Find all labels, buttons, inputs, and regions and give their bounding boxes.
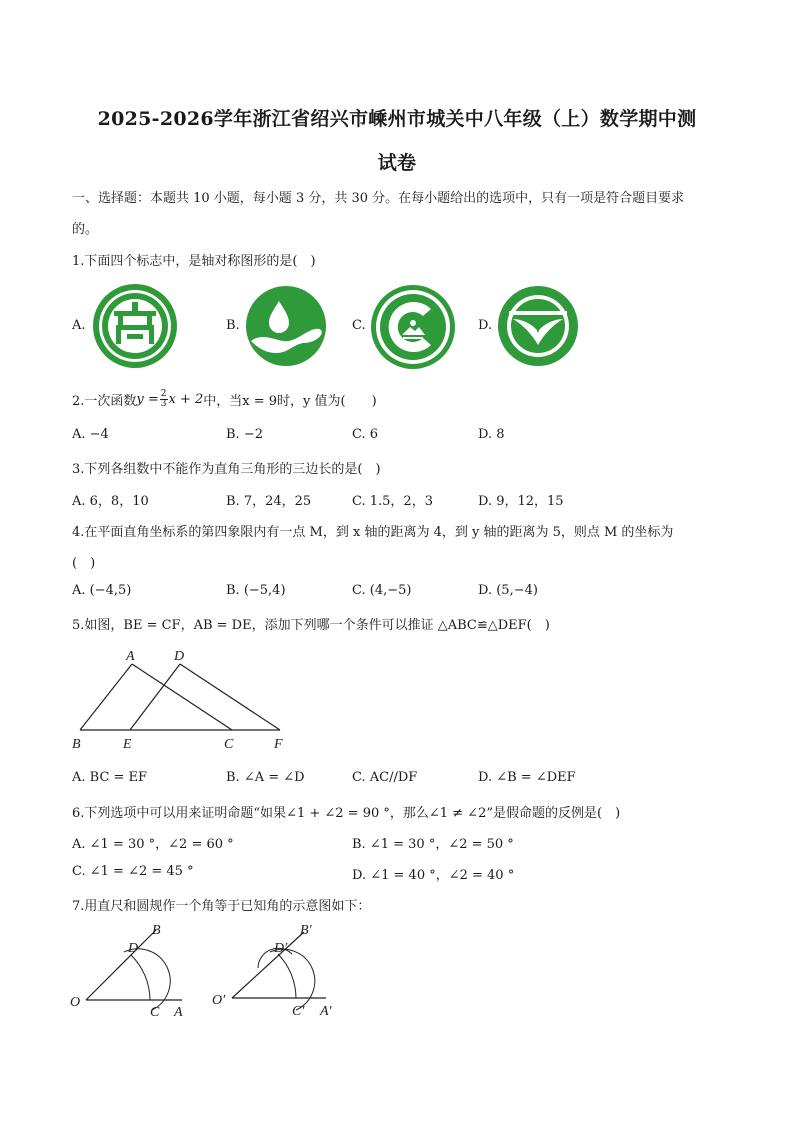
q2-option-a: A. −4 [72,427,109,442]
q2-fraction-numerator: 2 [160,389,167,399]
q2-option-b: B. −2 [226,427,263,442]
q3-option-c: C. 1.5，2，3 [352,494,433,509]
q2-fraction-denominator: 3 [160,399,167,409]
logo-d-icon [495,283,581,369]
q5-side-df [180,664,280,730]
q7-label-a: A [174,1005,183,1020]
q5-side-ac [132,664,232,730]
q1-option-a-label: A. [72,318,86,333]
q2-stem-prefix: 2.一次函数 [72,394,137,409]
q2-function-rest: x + 2 [168,392,204,407]
q4-option-c: C. (4,−5) [352,583,412,598]
question-5-stem: 5.如图，BE = CF，AB = DE，添加下列哪一个条件可以推证 △ABC≌△DEF( ) [72,618,550,633]
q2-option-d: D. 8 [478,427,505,442]
q5-side-de [130,664,180,730]
q7-label-c: C [150,1005,160,1020]
q5-label-e: E [123,737,132,752]
q7-copied-angle-figure [200,918,350,1020]
q7-label-o: O [70,995,81,1010]
q3-option-a: A. 6，8，10 [72,494,149,509]
q5-option-d: D. ∠B = ∠DEF [478,770,576,785]
logo-a-icon [90,283,180,369]
q7-label-o-prime: O′ [212,993,226,1008]
q7-label-d: D [128,941,139,956]
q6-option-b: B. ∠1 = 30 °，∠2 = 50 ° [352,837,514,852]
section-instruction: 一、选择题：本题共 10 小题，每小题 3 分，共 30 分。在每小题给出的选项中，只有一项是符合题目要求 [72,191,685,206]
question-6-stem: 6.下列选项中可以用来证明命题“如果∠1 + ∠2 = 90 °，那么∠1 ≠ ∠2”是假命题的反例是( ) [72,806,621,821]
q5-label-d: D [174,649,185,664]
question-4-stem-continued: ( ) [72,556,96,571]
q4-option-d: D. (5,−4) [478,583,538,598]
page-title: 2025-2026学年浙江省绍兴市嵊州市城关中八年级（上）数学期中测 [97,108,697,130]
q6-option-c: C. ∠1 = ∠2 = 45 ° [72,864,194,879]
q7-label-a-prime: A′ [320,1004,332,1019]
q7-label-b: B [152,923,161,938]
q5-option-c: C. AC//DF [352,770,418,785]
q3-option-b: B. 7，24，25 [226,494,312,509]
q7-arc-c-d-prime [278,954,296,998]
question-3-stem: 3.下列各组数中不能作为直角三角形的三边长的是( ) [72,462,381,477]
q5-option-b: B. ∠A = ∠D [226,770,305,785]
q5-label-c: C [224,737,234,752]
section-instruction-continued: 的。 [72,222,99,237]
q1-option-d-label: D. [478,318,493,333]
q5-option-a: A. BC = EF [72,770,148,785]
q3-option-d: D. 9，12，15 [478,494,564,509]
question-2-stem [72,390,377,409]
q7-arc-d-prime [270,949,315,1010]
q7-arc-cd [131,955,150,1000]
q1-option-c-label: C. [352,318,366,333]
q2-fraction [160,390,168,409]
q7-ray-ob [86,930,156,1000]
question-7-stem: 7.用直尺和圆规作一个角等于已知角的示意图如下： [72,899,371,914]
question-4-stem: 4.在平面直角坐标系的第四象限内有一点 M，到 x 轴的距离为 4，到 y 轴的距离为 5，则点 M 的坐标为 [72,525,674,540]
logo-c-icon [369,283,457,371]
question-1-stem: 1.下面四个标志中，是轴对称图形的是( ) [72,254,316,269]
q7-label-d-prime: D′ [274,941,288,956]
q2-option-c: C. 6 [352,427,379,442]
q2-stem-suffix: 中，当x = 9时，y 值为( ) [203,394,377,409]
q5-label-f: F [274,737,283,752]
q5-label-a: A [126,649,135,664]
q5-side-ab [80,664,132,730]
q4-option-b: B. (−5,4) [226,583,286,598]
q7-ray-o-b-prime [232,932,304,998]
q2-function-y: y = [136,392,159,407]
q6-option-d: D. ∠1 = 40 °，∠2 = 40 ° [352,868,515,883]
q7-label-c-prime: C′ [292,1004,305,1019]
page-title-continued: 试卷 [377,152,417,174]
q1-option-b-label: B. [226,318,240,333]
logo-b-icon [243,283,329,369]
q5-label-b: B [72,737,81,752]
q7-label-b-prime: B′ [300,923,312,938]
q4-option-a: A. (−4,5) [72,583,132,598]
q5-triangle-figure [60,642,310,754]
q7-original-angle-figure [60,918,200,1020]
q6-option-a: A. ∠1 = 30 °，∠2 = 60 ° [72,837,234,852]
